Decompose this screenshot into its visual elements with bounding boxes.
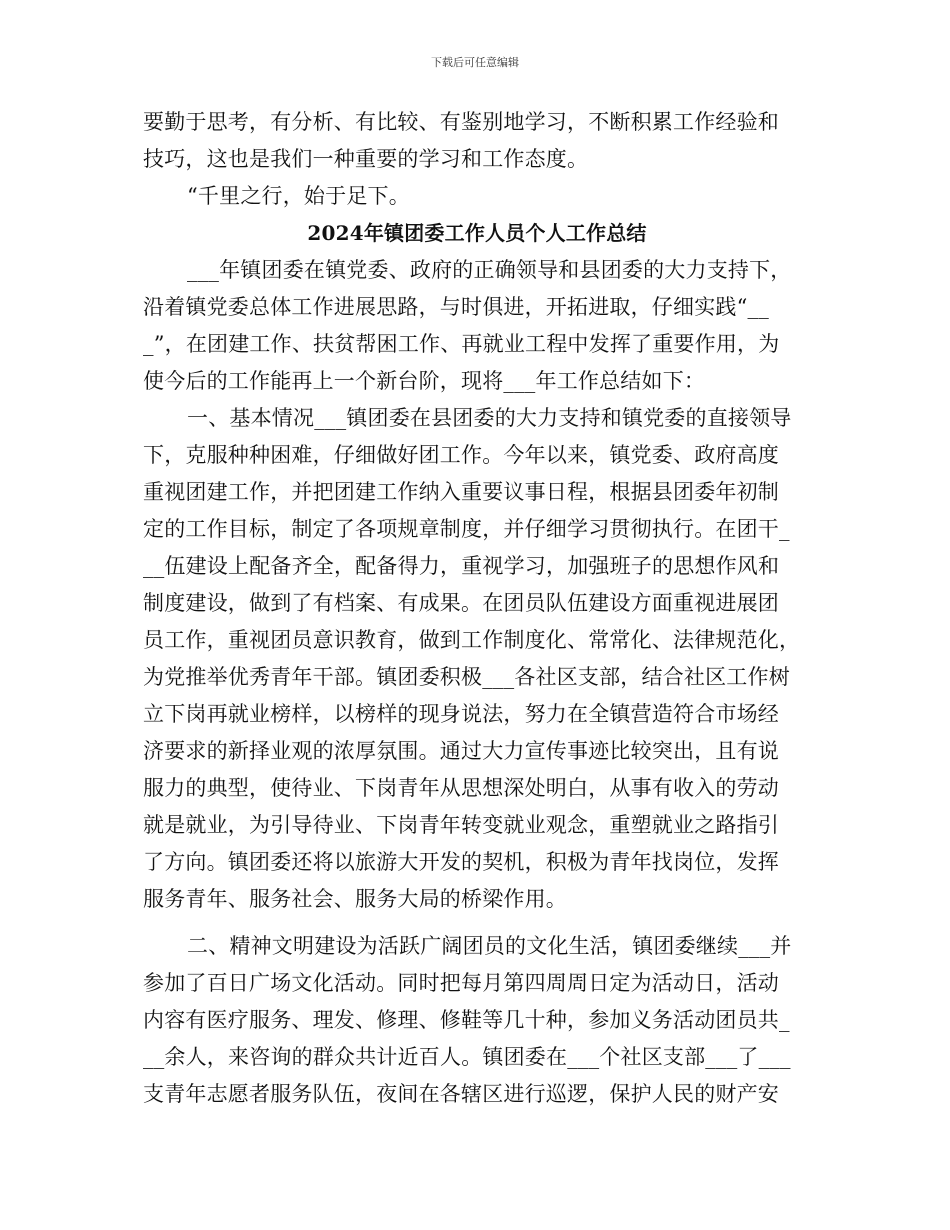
text-line: 重视团建工作，并把团建工作纳入重要议事日程，根据县团委年初制 <box>143 480 779 504</box>
text-line: __伍建设上配备齐全，配备得力，重视学习，加强班子的思想作风和 <box>143 554 780 578</box>
text-line: 参加了百日广场文化活动。同时把每月第四周周日定为活动日，活动 <box>143 971 779 995</box>
text-line: 一、基本情况___镇团委在县团委的大力支持和镇党委的直接领导 <box>187 406 792 430</box>
text-line: __余人，来咨询的群众共计近百人。镇团委在___个社区支部___了___ <box>143 1045 791 1069</box>
text-line: 定的工作目标，制定了各项规章制度，并仔细学习贯彻执行。在团干_ <box>143 517 790 541</box>
text-line: ___年镇团委在镇党委、政府的正确领导和县团委的大力支持下， <box>187 258 792 282</box>
text-line: “千里之行，始于足下。 <box>187 184 410 208</box>
text-line: 员工作，重视团员意识教育，做到工作制度化、常常化、法律规范化， <box>143 628 801 652</box>
text-line: _”，在团建工作、扶贫帮困工作、再就业工程中发挥了重要作用，为 <box>143 332 780 356</box>
document-body <box>143 104 811 1113</box>
document-title: 2024年镇团委工作人员个人工作总结 <box>307 221 647 245</box>
text-line: 使今后的工作能再上一个新台阶，现将___年工作总结如下： <box>143 369 706 393</box>
text-line: 制度建设，做到了有档案、有成果。在团员队伍建设方面重视进展团 <box>143 591 779 615</box>
text-line: 服务青年、服务社会、服务大局的桥梁作用。 <box>143 887 567 911</box>
page-header: 下载后可任意编辑 <box>431 56 519 69</box>
text-line: 济要求的新择业观的浓厚氛围。通过大力宣传事迹比较突出，且有说 <box>143 739 779 763</box>
text-line: 技巧，这也是我们一种重要的学习和工作态度。 <box>143 147 589 171</box>
text-line: 了方向。镇团委还将以旅游大开发的契机，积极为青年找岗位，发挥 <box>143 850 779 874</box>
paragraph-gap <box>143 918 811 928</box>
text-line: 二、精神文明建设为活跃广阔团员的文化生活，镇团委继续___并 <box>187 934 792 958</box>
text-line: 内容有医疗服务、理发、修理、修鞋等几十种，参加义务活动团员共_ <box>143 1008 790 1032</box>
text-line: 立下岗再就业榜样，以榜样的现身说法，努力在全镇营造符合市场经 <box>143 702 779 726</box>
text-line: 沿着镇党委总体工作进展思路，与时俱进，开拓进取，仔细实践“__ <box>143 295 769 319</box>
text-line: 下，克服种种困难，仔细做好团工作。今年以来，镇党委、政府高度 <box>143 443 779 467</box>
text-line: 要勤于思考，有分析、有比较、有鉴别地学习，不断积累工作经验和 <box>143 110 779 134</box>
text-line: 支青年志愿者服务队伍，夜间在各辖区进行巡逻，保护人民的财产安 <box>143 1082 779 1106</box>
text-line: 服力的典型，使待业、下岗青年从思想深处明白，从事有收入的劳动 <box>143 776 779 800</box>
text-line: 为党推举优秀青年干部。镇团委积极___各社区支部，结合社区工作树 <box>143 665 790 689</box>
text-line: 就是就业，为引导待业、下岗青年转变就业观念，重塑就业之路指引 <box>143 813 779 837</box>
